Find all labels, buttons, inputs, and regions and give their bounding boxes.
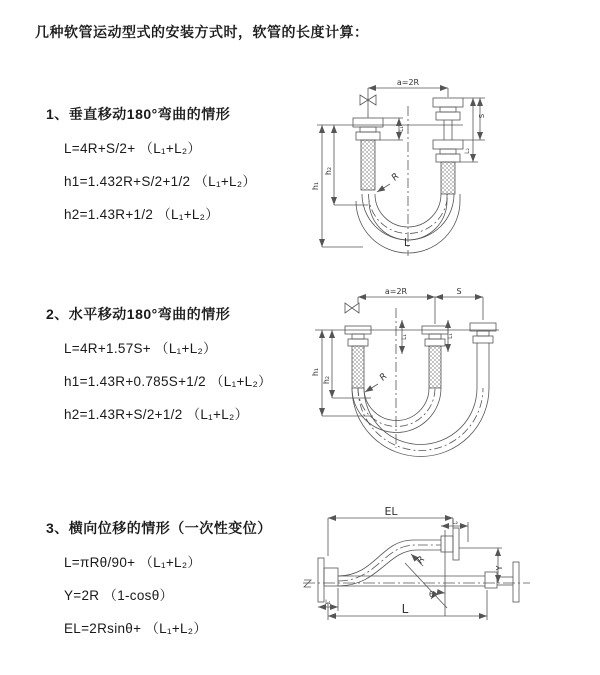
formula-h2: h2=1.43R+1/2 （L₁+L₂）	[64, 207, 220, 222]
dim-label-l1: L₁	[398, 126, 405, 132]
dim-label-l2: L₂	[464, 148, 471, 154]
section-horizontal-bend	[46, 304, 316, 423]
section-vertical-bend	[46, 104, 316, 223]
left-pipe-fitting	[345, 326, 371, 388]
dim-label-theta: θ	[429, 590, 434, 599]
braided-hose-section	[361, 140, 375, 190]
dim-label-r: R	[415, 554, 428, 566]
dim-label-r: R	[390, 171, 402, 184]
right-pipe-fitting	[433, 98, 463, 194]
left-flange	[318, 558, 338, 602]
formula-h1: h1=1.43R+0.785S+1/2 （L₁+L₂）	[64, 374, 272, 389]
braided-hose-section	[352, 346, 364, 388]
dim-label-h1: h₁	[311, 181, 320, 191]
diagram-vertical-bend	[303, 68, 553, 263]
right-pipe-fitting	[470, 323, 496, 388]
section-2-heading: 2、水平移动180°弯曲的情形	[46, 306, 231, 322]
diagram-lateral-displacement	[295, 498, 575, 673]
dim-label-s: S	[456, 287, 462, 296]
formula-EL: EL=2Rsinθ+ （L₁+L₂）	[64, 621, 208, 636]
section-3-heading: 3、横向位移的情形（一次性变位）	[46, 520, 272, 536]
dim-label-l2: L₂	[452, 519, 458, 526]
hose-u-bend	[352, 388, 489, 457]
formula-L: L=4R+1.57S+ （L₁+L₂）	[64, 341, 217, 356]
section-lateral-displacement	[46, 518, 316, 637]
formula-L: L=πRθ/90+ （L₁+L₂）	[64, 555, 202, 570]
dim-label-l: L	[403, 236, 411, 249]
braided-hose-section	[429, 346, 441, 388]
dim-label-h2: h₂	[322, 375, 331, 385]
valve-icon	[360, 93, 376, 118]
middle-pipe-fitting	[422, 326, 448, 388]
page-title: 几种软管运动型式的安装方式时，软管的长度计算：	[35, 24, 369, 40]
dim-label-l1: L₁	[447, 333, 454, 339]
formula-Y: Y=2R （1-cosθ）	[64, 588, 174, 603]
dim-label-a2r: a=2R	[396, 78, 420, 87]
dim-label-l: L	[401, 602, 409, 616]
dim-label-h2: h₂	[324, 166, 333, 176]
dim-label-s: S	[478, 113, 486, 119]
formula-h2: h2=1.43R+S/2+1/2 （L₁+L₂）	[64, 407, 249, 422]
braided-hose-section	[441, 162, 455, 194]
dim-label-r: R	[378, 371, 390, 384]
line-break-mark	[304, 580, 311, 587]
formula-h1: h1=1.432R+S/2+1/2 （L₁+L₂）	[64, 174, 257, 189]
section-1-heading: 1、垂直移动180°弯曲的情形	[46, 106, 231, 122]
valve-icon	[345, 303, 359, 313]
dim-label-y: Y	[495, 565, 504, 571]
hose-straight-position	[338, 576, 485, 586]
dim-label-l1: L₁	[325, 599, 331, 606]
dim-label-el: EL	[384, 505, 398, 518]
dim-label-a2r: a=2R	[384, 287, 408, 296]
formula-L: L=4R+S/2+ （L₁+L₂）	[64, 141, 202, 156]
dim-label-h1: h₁	[311, 367, 320, 377]
left-pipe-fitting	[353, 118, 383, 190]
diagram-horizontal-bend	[303, 280, 553, 465]
dim-label-l1: L₁	[401, 334, 408, 340]
right-upper-flange	[441, 528, 459, 560]
